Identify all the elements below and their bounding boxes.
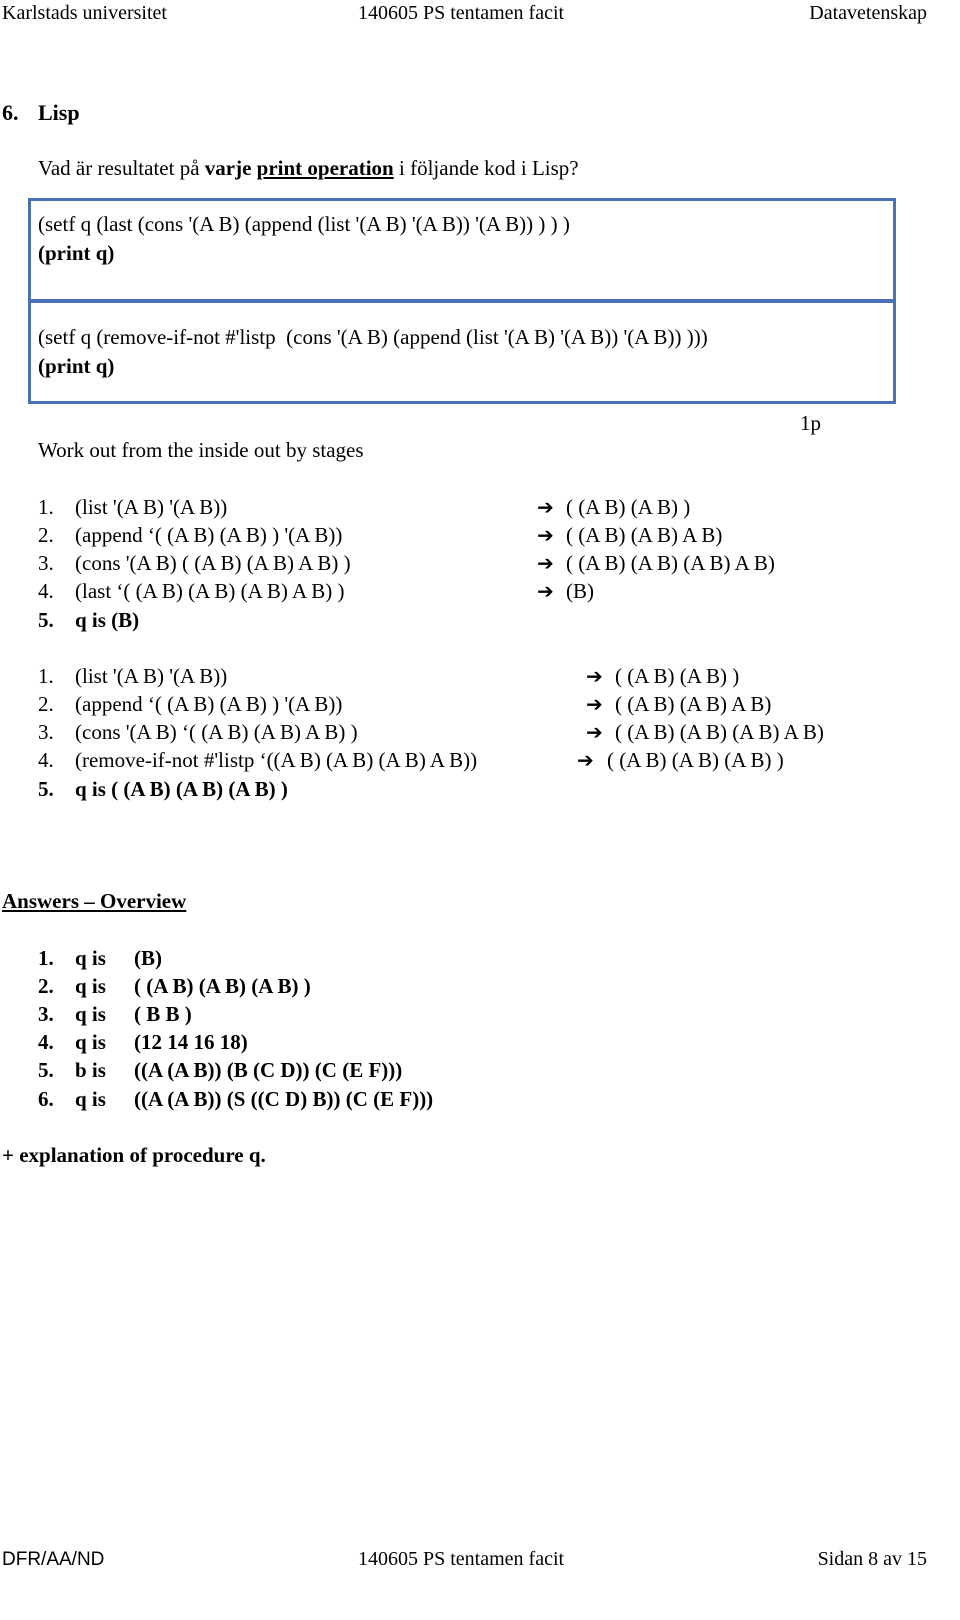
stage-expr: (list '(A B) '(A B)) [75, 664, 228, 688]
stage-result: ( (A B) (A B) (A B) A B) [615, 720, 824, 744]
points-label: 1p [800, 411, 821, 435]
code-box-1-line1: (setf q (last (cons '(A B) (append (list '(A B) '(A B)) '(A B)) ) ) ) [38, 212, 570, 236]
stage-expr: (append ‘( (A B) (A B) ) '(A B)) [75, 692, 343, 716]
stage-expr: (cons '(A B) ‘( (A B) (A B) A B) ) [75, 720, 358, 744]
code-box-1-line2: (print q) [38, 241, 115, 265]
stage-expr: (cons '(A B) ( (A B) (A B) A B) ) [75, 551, 351, 575]
arrow-icon: ➔ [586, 720, 603, 744]
answer-num: 5. [38, 1058, 54, 1082]
answer-label: q is [75, 1030, 106, 1054]
header-center: 140605 PS tentamen facit [358, 2, 565, 24]
answer-value: (12 14 16 18) [134, 1030, 248, 1054]
question-suffix: i följande kod i Lisp? [393, 156, 579, 180]
arrow-icon: ➔ [537, 523, 554, 547]
answer-label: b is [75, 1058, 106, 1082]
answer-value: ( (A B) (A B) (A B) ) [134, 974, 311, 998]
answers-note: + explanation of procedure q. [2, 1143, 266, 1167]
answer-label: q is [75, 946, 106, 970]
answer-label: q is [75, 974, 106, 998]
arrow-icon: ➔ [586, 664, 603, 688]
stage-expr: (remove-if-not #'listp ‘((A B) (A B) (A B) A B)) [75, 748, 478, 772]
stage-expr: (append ‘( (A B) (A B) ) '(A B)) [75, 523, 343, 547]
arrow-icon: ➔ [537, 495, 554, 519]
stage-num: 1. [38, 664, 54, 688]
arrow-icon: ➔ [586, 692, 603, 716]
stage-result: ( (A B) (A B) ) [615, 664, 740, 688]
answer-label: q is [75, 1002, 106, 1026]
stage-num: 1. [38, 495, 54, 519]
intro-text: Work out from the inside out by stages [38, 438, 364, 462]
stage-num: 2. [38, 523, 54, 547]
stage-num: 4. [38, 579, 54, 603]
stage-result: (B) [566, 579, 594, 603]
answers-heading: Answers – Overview [2, 889, 187, 913]
stage-final: q is ( (A B) (A B) (A B) ) [75, 777, 288, 801]
answer-num: 6. [38, 1087, 54, 1111]
code-box-2-line1: (setf q (remove-if-not #'listp (cons '(A B) (append (list '(A B) '(A B)) '(A B)) ))) [38, 325, 708, 349]
footer-left: DFR/AA/ND [2, 1549, 105, 1570]
stage-num: 5. [38, 777, 54, 801]
stage-num: 3. [38, 720, 54, 744]
answer-label: q is [75, 1087, 106, 1111]
question-text [38, 158, 579, 179]
header-right: Datavetenskap [809, 2, 927, 24]
question-prefix: Vad är resultatet på [38, 156, 205, 180]
answer-num: 3. [38, 1002, 54, 1026]
stage-result: ( (A B) (A B) (A B) ) [607, 748, 784, 772]
stage-expr: (last ‘( (A B) (A B) (A B) A B) ) [75, 579, 345, 603]
code-box-2-line2: (print q) [38, 354, 115, 378]
header-left: Karlstads universitet [2, 2, 167, 24]
section-number: 6. [2, 100, 19, 125]
stage-result: ( (A B) (A B) ) [566, 495, 691, 519]
answer-num: 2. [38, 974, 54, 998]
stage-num: 4. [38, 748, 54, 772]
footer-center: 140605 PS tentamen facit [358, 1548, 565, 1570]
code-box-2 [28, 300, 896, 404]
stage-result: ( (A B) (A B) A B) [615, 692, 772, 716]
stage-num: 3. [38, 551, 54, 575]
answer-value: ((A (A B)) (S ((C D) B)) (C (E F))) [134, 1087, 434, 1111]
arrow-icon: ➔ [537, 551, 554, 575]
answer-value: ( B B ) [134, 1002, 192, 1026]
stage-num: 2. [38, 692, 54, 716]
answer-num: 1. [38, 946, 54, 970]
answer-num: 4. [38, 1030, 54, 1054]
stage-result: ( (A B) (A B) A B) [566, 523, 723, 547]
section-title: Lisp [38, 100, 80, 125]
stage-num: 5. [38, 608, 54, 632]
question-underlined: print operation [256, 156, 394, 180]
arrow-icon: ➔ [577, 748, 594, 772]
question-bold: varje [204, 156, 252, 180]
arrow-icon: ➔ [537, 579, 554, 603]
stage-result: ( (A B) (A B) (A B) A B) [566, 551, 775, 575]
answer-value: ((A (A B)) (B (C D)) (C (E F))) [134, 1058, 403, 1082]
answer-value: (B) [134, 946, 162, 970]
footer-right: Sidan 8 av 15 [817, 1548, 927, 1570]
stage-final: q is (B) [75, 608, 140, 632]
stage-expr: (list '(A B) '(A B)) [75, 495, 228, 519]
